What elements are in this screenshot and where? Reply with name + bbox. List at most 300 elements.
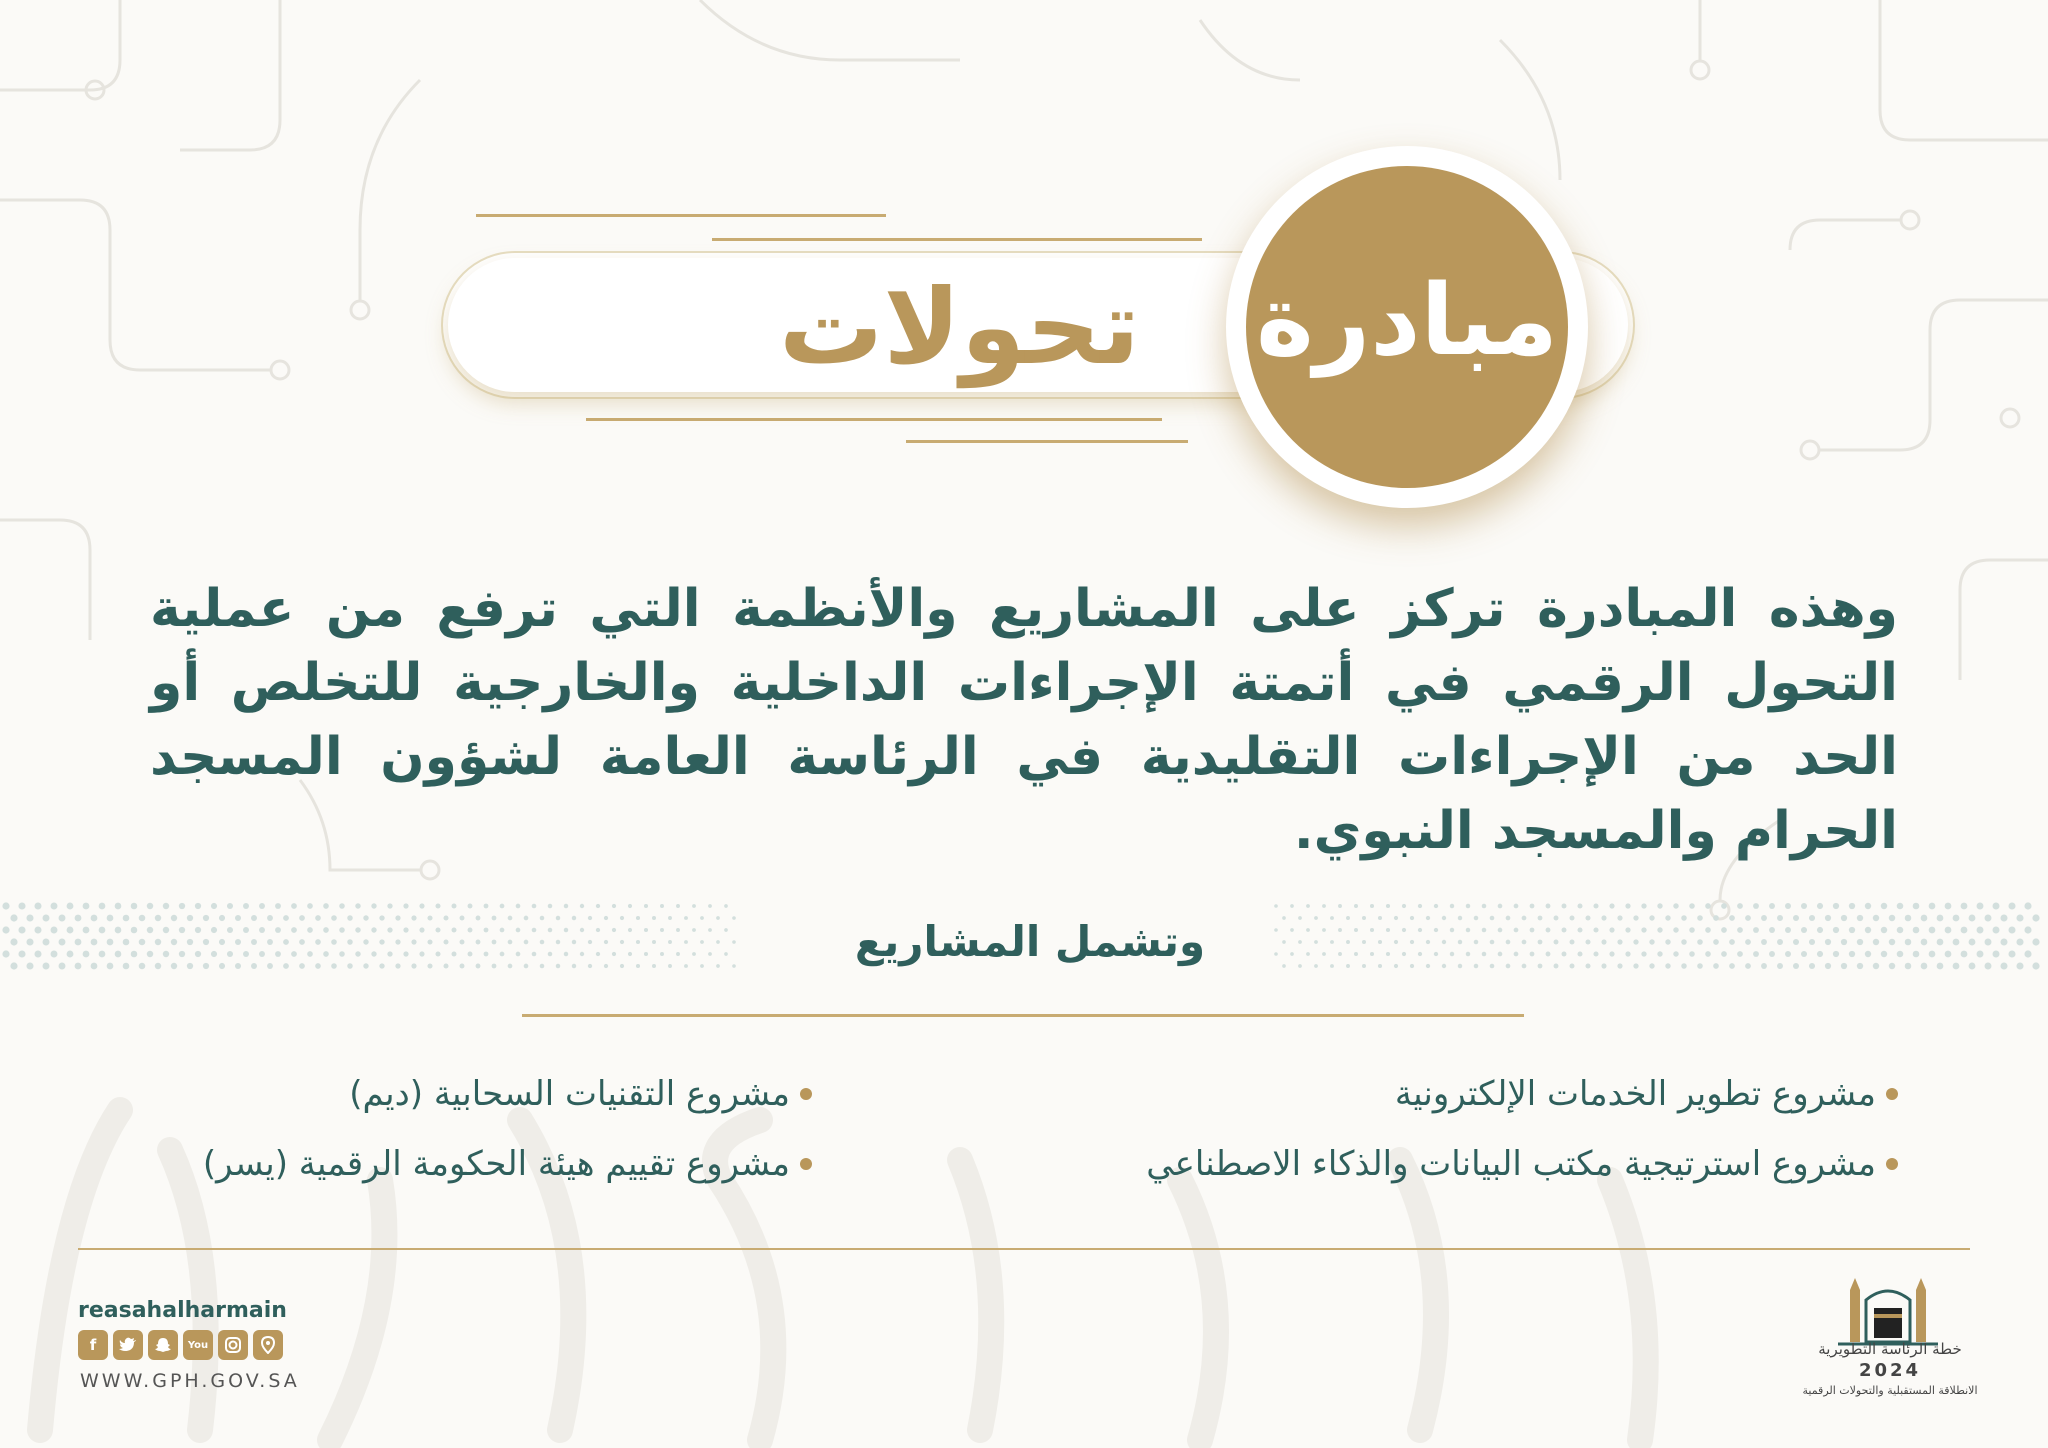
decorative-dot <box>1466 904 1471 909</box>
decorative-dot <box>18 926 25 933</box>
logo-caption: خطة الرئاسة التطويرية <box>1818 1340 1962 1358</box>
decorative-dot <box>323 951 329 957</box>
decorative-dot <box>163 903 169 909</box>
decorative-dot <box>251 915 257 921</box>
decorative-dot <box>660 928 664 932</box>
decorative-dot <box>1354 928 1358 932</box>
decorative-dot <box>1833 903 1839 909</box>
decorative-dot <box>1330 916 1334 920</box>
decorative-dot <box>1593 951 1598 956</box>
decorative-dot <box>628 904 632 908</box>
bullet-icon <box>800 1088 812 1100</box>
decorative-dot <box>123 939 130 946</box>
decorative-dot <box>1737 951 1743 957</box>
decorative-dot <box>1793 963 1799 969</box>
decorative-dot <box>1961 903 1968 910</box>
decorative-dot <box>1777 963 1783 969</box>
decorative-dot <box>2000 938 2007 945</box>
decorative-dot <box>51 951 58 958</box>
decorative-dot <box>1314 916 1318 920</box>
decorative-dot <box>1945 903 1952 910</box>
decorative-dot <box>1418 928 1422 932</box>
decorative-dot <box>1737 903 1743 909</box>
decorative-dot <box>267 939 273 945</box>
decorative-dot <box>1450 904 1454 908</box>
decorative-dot <box>668 916 672 920</box>
decorative-dot <box>91 915 98 922</box>
decorative-dot <box>1649 963 1654 968</box>
decorative-dot <box>1442 916 1446 920</box>
decorative-dot <box>1969 939 1976 946</box>
decorative-dot <box>1394 916 1398 920</box>
decorative-dot <box>492 964 497 969</box>
decorative-dot <box>283 915 289 921</box>
decorative-dot <box>532 952 537 957</box>
decorative-dot <box>484 904 489 909</box>
decorative-dot <box>1713 963 1719 969</box>
decorative-dot <box>315 915 321 921</box>
decorative-dot <box>500 928 505 933</box>
decorative-dot <box>435 903 440 908</box>
decorative-dot <box>1729 939 1735 945</box>
decorative-dot <box>588 940 592 944</box>
logo-subcaption: الانطلاقة المستقبلية والتحولات الرقمية <box>1802 1384 1978 1397</box>
decorative-dot <box>155 915 161 921</box>
decorative-dot <box>219 963 225 969</box>
decorative-dot <box>724 952 728 956</box>
decorative-dot <box>1474 964 1479 969</box>
decorative-dot <box>83 927 90 934</box>
decorative-dot <box>235 963 241 969</box>
decorative-dot <box>91 939 98 946</box>
decorative-dot <box>187 939 193 945</box>
decorative-dot <box>708 904 712 908</box>
decorative-dot <box>1721 951 1727 957</box>
decorative-dot <box>1474 940 1479 945</box>
decorative-dot <box>1506 964 1511 969</box>
decorative-dot <box>1522 940 1527 945</box>
decorative-dot <box>1306 928 1310 932</box>
decorative-dot <box>275 927 281 933</box>
decorative-dot <box>1442 940 1446 944</box>
decorative-dot <box>540 964 545 969</box>
decorative-dot <box>1857 939 1863 945</box>
decorative-dot <box>684 940 688 944</box>
decorative-dot <box>1969 963 1976 970</box>
decorative-dot <box>708 928 712 932</box>
instagram-icon[interactable] <box>218 1330 248 1360</box>
decorative-dot <box>516 904 521 909</box>
decorative-dot <box>1498 952 1503 957</box>
decorative-dot <box>1530 952 1535 957</box>
decorative-dot <box>243 903 249 909</box>
decorative-dot <box>1977 927 1984 934</box>
decorative-dot <box>1961 927 1968 934</box>
decorative-dot <box>1538 964 1543 969</box>
decorative-dot <box>1905 963 1912 970</box>
decorative-dot <box>572 964 576 968</box>
decorative-dot <box>1745 963 1751 969</box>
decorative-dot <box>1913 903 1920 910</box>
decorative-dot <box>548 904 553 909</box>
decorative-dot <box>299 915 305 921</box>
website-link[interactable]: WWW.GPH.GOV.SA <box>80 1370 300 1392</box>
decorative-dot <box>1913 927 1920 934</box>
decorative-dot <box>1705 927 1711 933</box>
decorative-dot <box>1705 903 1711 909</box>
decorative-dot <box>34 926 41 933</box>
decorative-dot <box>1961 951 1968 958</box>
decorative-dot <box>379 963 384 968</box>
decorative-dot <box>363 939 368 944</box>
decorative-dot <box>147 903 154 910</box>
decorative-dot <box>1785 951 1791 957</box>
decorative-dot <box>1721 903 1727 909</box>
decorative-dot <box>668 940 672 944</box>
decorative-dot <box>532 928 537 933</box>
decorative-dot <box>1522 916 1527 921</box>
decorative-dot <box>355 903 360 908</box>
decorative-dot <box>2032 962 2039 969</box>
twitter-icon[interactable] <box>113 1330 143 1360</box>
decorative-dot <box>1386 904 1390 908</box>
decorative-dot <box>227 951 233 957</box>
decorative-dot <box>355 951 360 956</box>
decorative-dot <box>1522 964 1527 969</box>
decorative-dot <box>1458 916 1462 920</box>
decorative-dot <box>51 903 58 910</box>
decorative-dot <box>1378 964 1382 968</box>
decorative-dot <box>1306 904 1310 908</box>
decorative-dot <box>1362 940 1366 944</box>
decorative-dot <box>179 951 185 957</box>
decorative-dot <box>163 927 169 933</box>
social-handle[interactable]: reasahalharmain <box>78 1298 287 1323</box>
decorative-dot <box>1362 916 1366 920</box>
decorative-dot <box>1274 904 1278 908</box>
decorative-dot <box>1857 915 1863 921</box>
decorative-dot <box>460 916 465 921</box>
decorative-dot <box>484 928 489 933</box>
decorative-dot <box>339 951 345 957</box>
decorative-dot <box>1865 951 1871 957</box>
decorative-dot <box>660 904 664 908</box>
decorative-dot <box>1593 903 1598 908</box>
decorative-dot <box>612 904 616 908</box>
decorative-dot <box>1538 940 1543 945</box>
decorative-dot <box>1889 915 1896 922</box>
decorative-dot <box>299 963 305 969</box>
decorative-dot <box>1953 915 1960 922</box>
decorative-dot <box>347 915 353 921</box>
decorative-dot <box>524 964 529 969</box>
decorative-dot <box>1873 915 1879 921</box>
decorative-dot <box>1466 952 1471 957</box>
logo-year: 2024 <box>1858 1360 1922 1381</box>
decorative-dot <box>1434 952 1438 956</box>
location-icon[interactable] <box>253 1330 283 1360</box>
decorative-dot <box>1817 951 1823 957</box>
decorative-dot <box>2008 902 2015 909</box>
decorative-dot <box>1426 916 1430 920</box>
youtube-icon[interactable]: You <box>183 1330 213 1360</box>
decorative-dot <box>59 915 66 922</box>
decorative-dot <box>1362 964 1366 968</box>
decorative-dot <box>355 927 360 932</box>
decorative-dot <box>1777 915 1783 921</box>
decorative-dot <box>1857 963 1863 969</box>
project-label: مشروع استرتيجية مكتب البيانات والذكاء الاصطناعي <box>1146 1144 1876 1184</box>
decorative-dot <box>1985 963 1992 970</box>
decorative-dot <box>724 928 728 932</box>
decorative-dot <box>275 951 281 957</box>
decorative-dot <box>251 939 257 945</box>
decorative-dot <box>1665 915 1670 920</box>
decorative-dot <box>1697 915 1703 921</box>
decorative-dot <box>676 928 680 932</box>
decorative-dot <box>628 952 632 956</box>
decorative-dot <box>291 951 297 957</box>
decorative-dot <box>1809 939 1815 945</box>
decorative-dot <box>163 951 169 957</box>
initiative-badge: مبادرة <box>1255 264 1559 378</box>
decorative-dot <box>299 939 305 945</box>
decorative-dot <box>267 915 273 921</box>
decorative-dot <box>427 939 432 944</box>
facebook-icon[interactable]: f <box>78 1330 108 1360</box>
decorative-line <box>906 440 1188 443</box>
decorative-dot <box>1546 928 1551 933</box>
bullet-icon <box>1886 1088 1898 1100</box>
decorative-dot <box>1418 904 1422 908</box>
decorative-dot <box>131 951 138 958</box>
decorative-dot <box>195 927 201 933</box>
decorative-dot <box>492 940 497 945</box>
decorative-dot <box>99 927 106 934</box>
decorative-dot <box>1402 928 1406 932</box>
decorative-dot <box>1665 963 1670 968</box>
decorative-dot <box>243 927 249 933</box>
project-label: مشروع التقنيات السحابية (ديم) <box>349 1074 790 1114</box>
decorative-dot <box>363 963 368 968</box>
decorative-dot <box>395 963 400 968</box>
decorative-dot <box>323 903 329 909</box>
decorative-dot <box>1514 952 1519 957</box>
decorative-dot <box>323 927 329 933</box>
decorative-dot <box>1697 963 1703 969</box>
decorative-dot <box>460 940 465 945</box>
decorative-dot <box>1817 903 1823 909</box>
decorative-dot <box>732 964 736 968</box>
decorative-dot <box>259 927 265 933</box>
decorative-dot <box>716 964 720 968</box>
decorative-dot <box>1785 927 1791 933</box>
decorative-dot <box>1873 939 1879 945</box>
decorative-dot <box>379 915 384 920</box>
decorative-dot <box>1841 963 1847 969</box>
decorative-dot <box>1977 951 1984 958</box>
decorative-dot <box>2016 914 2023 921</box>
decorative-dot <box>75 915 82 922</box>
decorative-dot <box>708 952 712 956</box>
decorative-dot <box>1609 903 1614 908</box>
decorative-dot <box>652 964 656 968</box>
decorative-dot <box>1761 963 1767 969</box>
decorative-dot <box>1761 939 1767 945</box>
decorative-dot <box>532 904 537 909</box>
decorative-dot <box>1322 928 1326 932</box>
decorative-dot <box>107 939 114 946</box>
intro-paragraph: وهذه المبادرة تركز على المشاريع والأنظمة التي ترفع من عملية التحول الرقمي في أتمتة الإجراءات الداخلية والخارجية للتخلص أو الحد من الإجراءات التقليدية في الرئاسة العامة لشؤون المسجد الحرام والمسجد النبوي. <box>150 579 1898 861</box>
decorative-dot <box>1314 964 1318 968</box>
decorative-dot <box>139 963 146 970</box>
decorative-dot <box>283 939 289 945</box>
decorative-dot <box>435 951 440 956</box>
divider-line <box>522 1014 1524 1017</box>
decorative-dot <box>668 964 672 968</box>
decorative-dot <box>1793 939 1799 945</box>
decorative-dot <box>1801 927 1807 933</box>
decorative-dot <box>1817 927 1823 933</box>
decorative-dot <box>251 963 257 969</box>
decorative-dot <box>211 951 217 957</box>
decorative-dot <box>291 903 297 909</box>
decorative-dot <box>1410 964 1414 968</box>
decorative-dot <box>1330 964 1334 968</box>
decorative-dot <box>419 903 424 908</box>
decorative-dot <box>492 916 497 921</box>
decorative-dot <box>452 952 457 957</box>
decorative-dot <box>443 963 448 968</box>
decorative-dot <box>1554 940 1559 945</box>
decorative-dot <box>2 950 9 957</box>
decorative-dot <box>452 928 457 933</box>
decorative-dot <box>1793 915 1799 921</box>
decorative-dot <box>1689 903 1695 909</box>
decorative-dot <box>411 915 416 920</box>
decorative-dot <box>195 903 201 909</box>
decorative-dot <box>1354 952 1358 956</box>
decorative-dot <box>1322 952 1326 956</box>
decorative-dot <box>1466 928 1471 933</box>
decorative-dot <box>1458 964 1462 968</box>
decorative-dot <box>644 928 648 932</box>
footer-divider <box>78 1248 1970 1250</box>
decorative-dot <box>51 927 58 934</box>
decorative-dot <box>1482 952 1487 957</box>
decorative-dot <box>411 939 416 944</box>
decorative-dot <box>1290 904 1294 908</box>
decorative-dot <box>75 963 82 970</box>
decorative-dot <box>59 963 66 970</box>
decorative-dot <box>564 928 568 932</box>
decorative-dot <box>1562 928 1567 933</box>
bullet-icon <box>1886 1158 1898 1170</box>
decorative-dot <box>636 964 640 968</box>
decorative-dot <box>1729 915 1735 921</box>
decorative-dot <box>1577 903 1582 908</box>
decorative-dot <box>716 916 720 920</box>
decorative-dot <box>387 903 392 908</box>
decorative-dot <box>26 962 33 969</box>
decorative-dot <box>1562 904 1567 909</box>
decorative-dot <box>219 915 225 921</box>
decorative-dot <box>10 962 17 969</box>
decorative-dot <box>1554 916 1559 921</box>
decorative-dot <box>1953 963 1960 970</box>
decorative-dot <box>339 927 345 933</box>
decorative-dot <box>26 914 33 921</box>
decorative-dot <box>171 915 177 921</box>
decorative-dot <box>59 939 66 946</box>
decorative-dot <box>1538 916 1543 921</box>
decorative-dot <box>700 940 704 944</box>
decorative-dot <box>1913 951 1920 958</box>
decorative-dot <box>2008 950 2015 957</box>
decorative-dot <box>1889 963 1896 970</box>
decorative-dot <box>1993 951 2000 958</box>
decorative-dot <box>1761 915 1767 921</box>
decorative-dot <box>1609 951 1614 956</box>
decorative-dot <box>484 952 489 957</box>
decorative-dot <box>1625 927 1630 932</box>
decorative-dot <box>1985 939 1992 946</box>
decorative-dot <box>724 904 728 908</box>
decorative-dot <box>1314 940 1318 944</box>
decorative-dot <box>419 927 424 932</box>
decorative-dot <box>1641 951 1646 956</box>
decorative-dot <box>1753 951 1759 957</box>
decorative-dot <box>203 963 209 969</box>
decorative-dot <box>2 902 9 909</box>
decorative-dot <box>2008 926 2015 933</box>
decorative-dot <box>1897 951 1904 958</box>
decorative-dot <box>259 903 265 909</box>
decorative-dot <box>179 927 185 933</box>
decorative-dot <box>227 903 233 909</box>
decorative-dot <box>468 952 473 957</box>
decorative-dot <box>1849 903 1855 909</box>
decorative-dot <box>1673 903 1678 908</box>
decorative-dot <box>604 964 608 968</box>
decorative-dot <box>1769 903 1775 909</box>
decorative-dot <box>1753 903 1759 909</box>
decorative-dot <box>10 938 17 945</box>
decorative-dot <box>1905 915 1912 922</box>
decorative-dot <box>1506 940 1511 945</box>
decorative-dot <box>1370 928 1374 932</box>
decorative-dot <box>1577 951 1582 956</box>
social-icons <box>78 1330 283 1360</box>
snapchat-icon[interactable] <box>148 1330 178 1360</box>
decorative-dot <box>411 963 416 968</box>
decorative-dot <box>67 903 74 910</box>
decorative-dot <box>1905 939 1912 946</box>
decorative-dot <box>1801 903 1807 909</box>
decorative-dot <box>315 939 321 945</box>
decorative-dot <box>588 964 592 968</box>
decorative-dot <box>652 916 656 920</box>
decorative-dot <box>1585 939 1590 944</box>
project-label: مشروع تطوير الخدمات الإلكترونية <box>1394 1074 1876 1114</box>
decorative-dot <box>1402 904 1406 908</box>
project-label: مشروع تقييم هيئة الحكومة الرقمية (يسر) <box>202 1144 790 1184</box>
decorative-dot <box>564 952 568 956</box>
decorative-dot <box>307 903 313 909</box>
decorative-dot <box>1881 951 1887 957</box>
decorative-dot <box>387 927 392 932</box>
initiative-title: تحولات <box>778 266 1140 388</box>
